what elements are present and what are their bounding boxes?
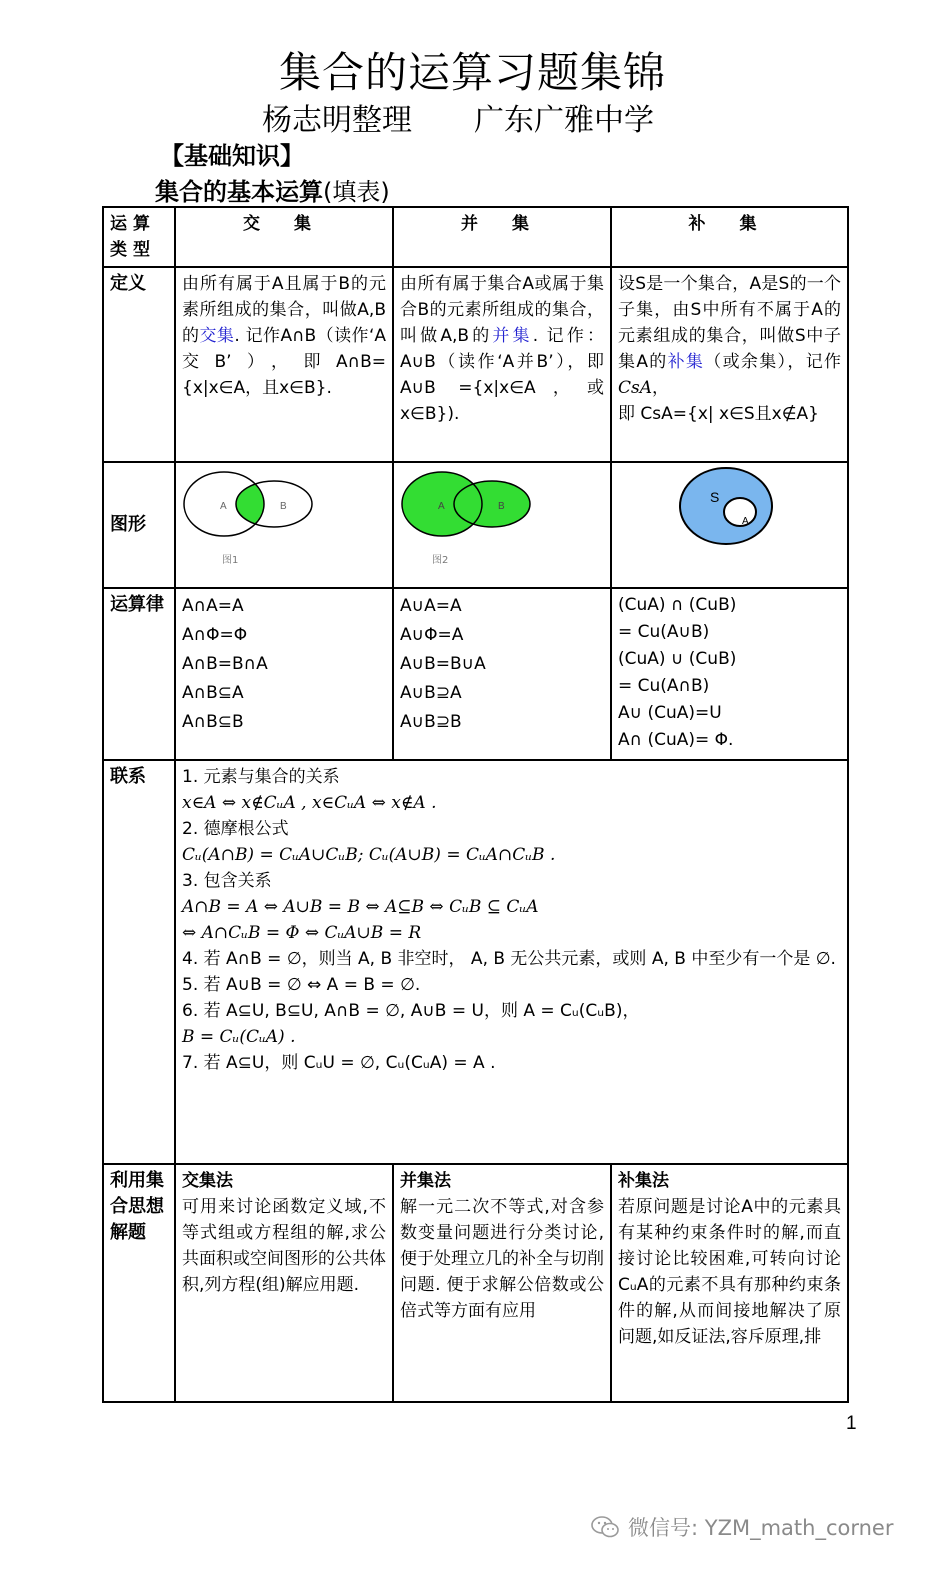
laws-label: 运算律 (103, 588, 175, 760)
type-header-cell: 运算类型 (103, 207, 175, 267)
intersection-def-tail: . 记作A∩B（读作‘A交B’），即A∩B= {x|x∈A，且x∈B}. (182, 326, 387, 398)
figure-caption-2: 图2 (432, 555, 449, 566)
union-label-b: B (498, 501, 505, 512)
law-line: A∪B⊇B (400, 712, 462, 732)
union-figure-cell (393, 462, 611, 588)
wechat-icon (590, 1515, 620, 1539)
complement-def-comma: ， (652, 378, 670, 398)
document-title: 集合的运算习题集锦 (278, 48, 666, 97)
law-line: A∪B=B∪A (400, 654, 486, 674)
relations-label: 联系 (103, 760, 175, 1164)
relation-formula: B = Cᵤ(CᵤA) . (182, 1027, 296, 1047)
figure-label: 图形 (103, 462, 175, 588)
relations-content (175, 760, 848, 1164)
law-line: A∩A=A (182, 596, 244, 616)
law-line: A∩B⊆B (182, 712, 244, 732)
law-line: A∩Φ=Φ (182, 625, 248, 645)
complement-method (611, 1164, 848, 1402)
venn-label-b: B (280, 501, 287, 512)
law-line: = Cu(A∪B) (618, 622, 710, 642)
relation-item: 4. 若 A∩B = ∅，则当 A, B 非空时， A, B 无公共元素，或则 A, B 中至少有一个是 ∅. (182, 949, 836, 969)
relation-item: 7. 若 A⊆U，则 CᵤU = ∅, Cᵤ(CᵤA) = A . (182, 1053, 496, 1073)
relation-formula: Cᵤ(A∩B) = CᵤA∪CᵤB; Cᵤ(A∪B) = CᵤA∩CᵤB . (182, 845, 556, 865)
relation-formula: A∩B = A ⇔ A∪B = B ⇔ A⊆B ⇔ CᵤB ⊆ CᵤA (182, 897, 539, 917)
subset-a (724, 498, 756, 526)
intersection-method-text: 可用来讨论函数定义域,不等式组或方程组的解,求公共面积或空间图形的公共体积,列方程(组)解应用题. (182, 1197, 386, 1295)
author-line (262, 95, 654, 139)
relation-formula: x∈A ⇔ x∉CᵤA , x∈CᵤA ⇔ x∉A . (182, 793, 437, 813)
complement-formula: 即 CsA={x| x∈S且x∉A} (618, 404, 819, 424)
law-line: A∪ (CuA)=U (618, 703, 722, 723)
complement-notation: CsA (618, 378, 653, 398)
relation-item: 6. 若 A⊆U, B⊆U, A∩B = ∅, A∪B = U，则 A = Cᵤ(CᵤB)， (182, 1001, 640, 1021)
section-heading: 【基础知识】 (160, 142, 304, 170)
relation-item: 5. 若 A∪B = ∅ ⇔ A = B = ∅. (182, 975, 421, 995)
law-line: (CuA) ∩ (CuB) (618, 595, 737, 615)
author-name: 杨志明整理 (262, 103, 412, 138)
intersection-header: 交 集 (175, 207, 393, 267)
complement-label-s: S (710, 489, 720, 505)
union-def-text: 由所有属于集合A或属于集合B的元素所组成的集合，叫做A,B的 (400, 274, 604, 346)
union-term: 并集 (492, 326, 533, 346)
wechat-watermark (590, 1512, 893, 1542)
union-venn-diagram (400, 466, 600, 576)
union-method (393, 1164, 611, 1402)
intersection-figure-cell (175, 462, 393, 588)
figure-caption-1: 图1 (222, 555, 239, 566)
table-header-row (103, 207, 848, 267)
law-line: A∪B⊇A (400, 683, 462, 703)
complement-definition (611, 267, 848, 462)
methods-row (103, 1164, 848, 1402)
intersection-venn-diagram (182, 466, 382, 576)
intersection-def-text: 由所有属于A且属于B的元素所组成的集合，叫做A,B的 (182, 274, 386, 346)
venn-label-a: A (220, 501, 227, 512)
union-header: 并 集 (393, 207, 611, 267)
intersection-method (175, 1164, 393, 1402)
complement-venn-diagram (618, 466, 838, 576)
union-label-a: A (438, 501, 445, 512)
law-line: A∩ (CuA)= Φ. (618, 730, 734, 750)
page-number: 1 (846, 1413, 857, 1434)
relation-formula: ⇔ A∩CᵤB = Φ ⇔ CᵤA∪B = R (182, 923, 422, 943)
complement-method-title: 补集法 (618, 1171, 669, 1191)
law-line: A∪Φ=A (400, 625, 464, 645)
subsection-rest: (填表) (323, 178, 390, 206)
wechat-id: 微信号: YZM_math_corner (628, 1516, 894, 1540)
definition-row (103, 267, 848, 462)
complement-header: 补 集 (611, 207, 848, 267)
subsection-heading (155, 172, 390, 207)
relation-heading: 2. 德摩根公式 (182, 819, 289, 839)
law-line: = Cu(A∩B) (618, 676, 710, 696)
intersection-method-title: 交集法 (182, 1171, 233, 1191)
law-line: (CuA) ∪ (CuB) (618, 649, 737, 669)
complement-def-tail: （或余集），记作 (704, 352, 842, 372)
relation-heading: 1. 元素与集合的关系 (182, 767, 340, 787)
figure-row (103, 462, 848, 588)
complement-method-text: 若原问题是讨论A中的元素具有某种约束条件时的解,而直接讨论比较困难,可转向讨论CᵤA的元素不具有那种约束条件的解,从而间接地解决了原问题,如反证法,容斥原理,排 (618, 1197, 841, 1347)
school-name: 广东广雅中学 (474, 103, 654, 138)
complement-def-text: 设S是一个集合，A是S的一个子集，由S中所有不属于A的元素组成的集合，叫做S中子集A的 (618, 274, 841, 372)
methods-label: 利用集合思想解题 (103, 1164, 175, 1402)
definition-label: 定义 (103, 267, 175, 462)
complement-laws (611, 588, 848, 760)
law-line: A∩B=B∩A (182, 654, 268, 674)
intersection-term: 交集 (199, 326, 235, 346)
relation-heading: 3. 包含关系 (182, 871, 272, 891)
union-definition (393, 267, 611, 462)
laws-row (103, 588, 848, 760)
union-method-title: 并集法 (400, 1171, 451, 1191)
union-method-text: 解一元二次不等式,对含参数变量问题进行分类讨论,便于处理立几的补全与切削问题. 便于求解公倍数或公倍式等方面有应用 (400, 1197, 604, 1321)
complement-figure-cell (611, 462, 848, 588)
union-def-tail: . 记作：A∪B（读作‘A并B’），即A∪B ={x|x∈A，或x∈B}). (400, 326, 605, 424)
set-operations-table (102, 206, 849, 1403)
relations-row (103, 760, 848, 1164)
union-laws (393, 588, 611, 760)
subsection-bold: 集合的基本运算 (155, 178, 323, 206)
complement-term: 补集 (667, 352, 705, 372)
intersection-laws (175, 588, 393, 760)
law-line: A∩B⊆A (182, 683, 244, 703)
intersection-definition (175, 267, 393, 462)
complement-label-a: A (742, 516, 749, 527)
law-line: A∪A=A (400, 596, 462, 616)
